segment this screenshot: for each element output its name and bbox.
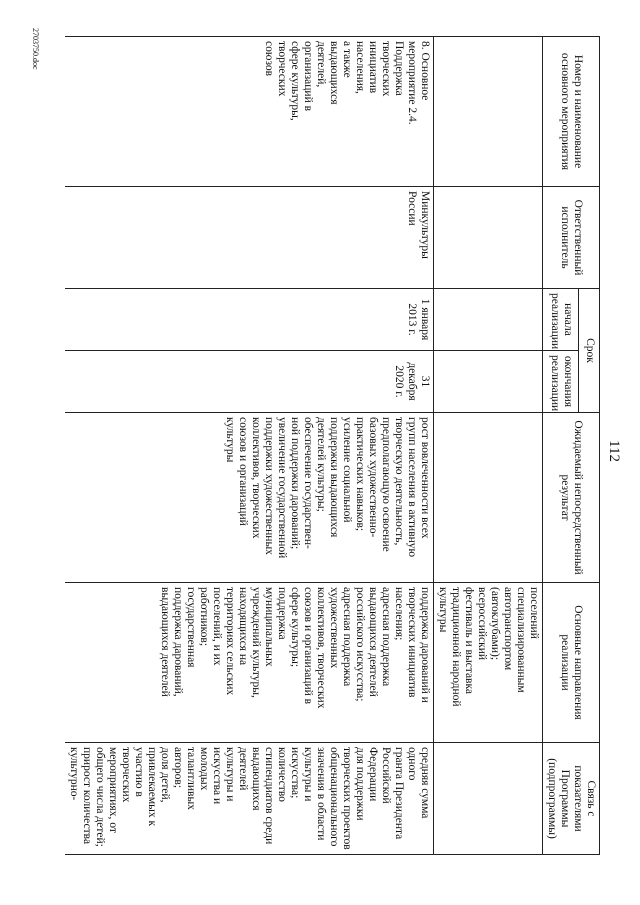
header-link: Связь с показателями Программы (подпрограммы) [543, 743, 600, 855]
cont-cell-executor [434, 187, 543, 289]
row-name: Основное мероприятие 2.4. Поддержка творческих инициатив населения, а также выдающихся деятелей, организаций в сфере культуры, творческих союзов [263, 41, 431, 125]
header-row [579, 37, 600, 855]
cont-cell-start [434, 289, 543, 351]
header-directions: Основные направления реализации [543, 583, 600, 743]
header-num-name: Номер и наименование основного мероприятия [543, 37, 600, 187]
cont-cell-end [434, 351, 543, 413]
cell-start: 1 января 2013 г. [65, 289, 434, 351]
cont-cell-link [434, 743, 543, 855]
program-table [65, 36, 600, 855]
row-number: 8. [419, 41, 431, 50]
continuation-row [434, 37, 543, 855]
cell-num-name [65, 37, 434, 187]
cell-link: средняя сумма одного гранта Президента Российской Федерации для поддержки творческих проектов общенационального значения в области культуры и искусства; количество стипендиатов среди выдающихся деятелей культуры и искусства и молодых талантливых авторов; доля детей, привлекаемых к участию в творческих мероприятиях, от общего числа детей; прирост количества культурно- [65, 743, 434, 855]
cell-directions: поддержка дарований и творческих инициатив населения; адресная поддержка выдающихся деятелей российского искусства; адресная поддержка художественных коллективов, творческих союзов и организаций в сфере культуры; поддержка муниципальных учреждений культуры, находящихся на территориях сельских поселений, и их работников; государственная поддержка дарований, выдающихся деятелей [65, 583, 434, 743]
cont-cell-result [434, 413, 543, 583]
footer-file-code: 2703750.doc [31, 28, 40, 70]
header-result: Ожидаемый непосредственный результат [543, 413, 600, 583]
header-end: окончания реализации [543, 351, 579, 413]
table-row [65, 37, 434, 855]
cell-executor: Минкультуры России [65, 187, 434, 289]
header-executor: Ответственный исполнитель [543, 187, 600, 289]
page-number: 112 [606, 440, 622, 462]
cont-cell-num [434, 37, 543, 187]
cell-result: рост вовлеченности всех групп населения в активную творческую деятельность, предполагающую освоение базовых художественно- практических навыков; усиление социальной поддержки выдающихся деятелей культуры; обеспечение государствен- ной поддержки дарований; увеличение государственной поддержки художественных коллективов, творческих союзов и организаций культуры [65, 413, 434, 583]
cell-end: 31 декабря 2020 г. [65, 351, 434, 413]
cont-cell-directions: поселений специализированным автотранспортом (автоклубами); всероссийский фестиваль и выставка традиционной народной культуры [434, 583, 543, 743]
header-term: Срок [579, 289, 600, 413]
header-start: начала реализации [543, 289, 579, 351]
